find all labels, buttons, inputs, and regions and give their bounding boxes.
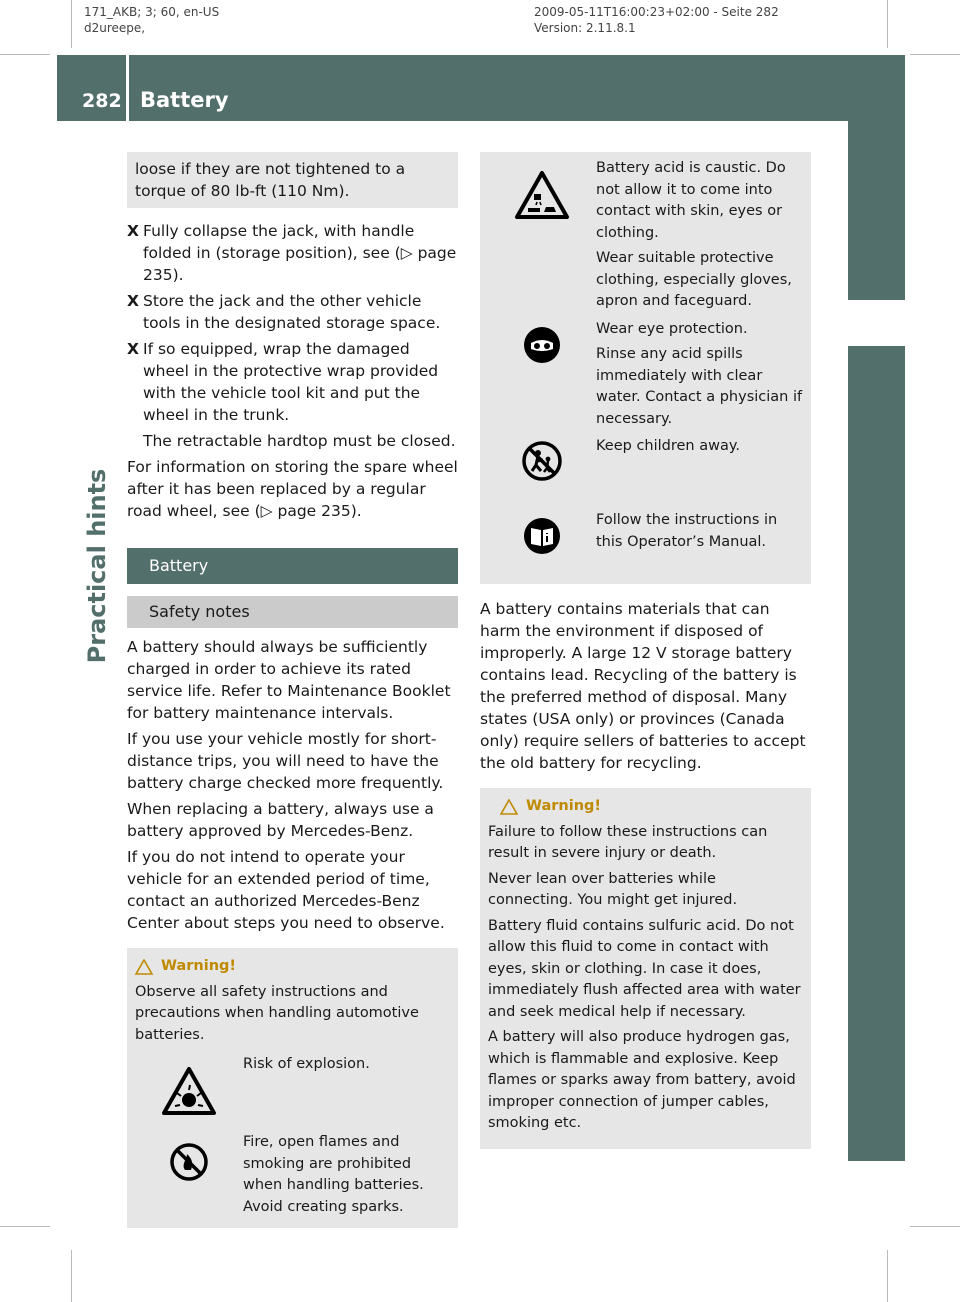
warning-paragraph: A battery will also produce hydrogen gas, which is flammable and explosive. Keep flames or sparks away from battery, avoid improper connection of jumper cables, smoking etc. xyxy=(488,1029,796,1131)
crop-mark xyxy=(71,1250,72,1302)
intro-continuation-box xyxy=(127,152,458,208)
crop-mark xyxy=(0,54,50,55)
symbol-text: Follow the instructions in this Operator’s Manual. xyxy=(596,512,778,550)
environment-paragraph: A battery contains materials that can harm the environment if disposed of improperly. A large 12 V storage battery contains lead. Recycling of the battery is the preferred method of disposal. Many states (USA only) or provinces (Canada only) require sellers of batteries to accept the old battery for recycling. xyxy=(480,600,806,772)
warning-title-text: Warning! xyxy=(526,798,602,814)
warning-paragraph: Failure to follow these instructions can result in severe injury or death. xyxy=(488,823,768,861)
eye-protection-icon xyxy=(522,325,562,365)
symbol-text: Fire, open flames and smoking are prohibited when handling batteries. Avoid creating sparks. xyxy=(243,1134,424,1215)
symbol-text: Risk of explosion. xyxy=(243,1056,370,1072)
page-title: Battery xyxy=(140,88,229,112)
list-item-text: Fully collapse the jack, with handle folded in (storage position), see (▷ page 235). xyxy=(143,222,457,284)
body-paragraph: When replacing a battery, always use a battery approved by Mercedes-Benz. xyxy=(127,800,434,840)
meta-right-line2: Version: 2.11.8.1 xyxy=(534,21,636,35)
crop-mark xyxy=(71,0,72,48)
right-column xyxy=(480,152,811,1149)
symbol-icon-cell xyxy=(135,1052,243,1116)
print-meta-left xyxy=(84,4,219,36)
symbol-icon-cell xyxy=(488,319,596,365)
symbol-icon-cell xyxy=(488,510,596,556)
symbol-text: Rinse any acid spills immediately with clear water. Contact a physician if necessary. xyxy=(596,346,803,427)
header-divider xyxy=(126,55,129,121)
symbol-icon-cell xyxy=(488,436,596,482)
section-title-text: Practical hints xyxy=(83,468,111,664)
warning-paragraph: Never lean over batteries while connecting. You might get injured. xyxy=(488,870,738,908)
symbol-text: Wear suitable protective clothing, especially gloves, apron and faceguard. xyxy=(596,250,792,309)
symbol-row-manual xyxy=(488,510,803,556)
warning-box-left xyxy=(127,948,458,1228)
symbol-icon-cell xyxy=(135,1132,243,1182)
symbol-text: Keep children away. xyxy=(596,438,740,454)
intro-text: loose if they are not tightened to a torque of 80 lb-ft (110 Nm). xyxy=(135,160,406,200)
warning-title xyxy=(135,956,450,978)
warning-title-text: Warning! xyxy=(161,958,237,974)
warning-triangle-icon xyxy=(135,959,153,975)
meta-left-line2: d2ureepe, xyxy=(84,21,146,35)
bullet-note: The retractable hardtop must be closed. xyxy=(143,432,456,450)
body-paragraph: A battery should always be sufficiently charged in order to achieve its rated service life. Refer to Maintenance Booklet for battery maintenance intervals. xyxy=(127,638,451,722)
symbol-row-acid xyxy=(488,158,803,317)
meta-left-line1: 171_AKB; 3; 60, en-US xyxy=(84,5,220,19)
body-paragraph: If you use your vehicle mostly for short-distance trips, you will need to have the battery charge checked more frequently. xyxy=(127,730,444,792)
keep-children-away-icon xyxy=(521,440,563,482)
symbol-text: Battery acid is caustic. Do not allow it to come into contact with skin, eyes or clothing. xyxy=(596,160,786,241)
symbol-row-fire xyxy=(135,1132,450,1218)
warning-triangle-icon xyxy=(500,799,518,815)
side-tab-marker xyxy=(848,300,905,346)
corrosive-hazard-icon xyxy=(514,170,570,220)
section-title-vertical xyxy=(85,416,109,716)
crop-mark xyxy=(910,1226,960,1227)
bullet-marker: X xyxy=(127,340,139,358)
warning-title xyxy=(488,796,803,818)
read-manual-icon xyxy=(522,516,562,556)
symbol-row-children xyxy=(488,436,803,510)
safety-notes-heading: Safety notes xyxy=(127,596,458,628)
bullet-marker: X xyxy=(127,292,139,310)
battery-heading: Battery xyxy=(127,548,458,584)
crop-mark xyxy=(887,0,888,48)
list-item xyxy=(127,220,458,286)
symbol-row-eye xyxy=(488,319,803,435)
warning-paragraph: Battery fluid contains sulfuric acid. Do not allow this fluid to come in contact with eyes, skin or clothing. In case it does, immediately flush affected area with water and seek medical help if necessary. xyxy=(488,917,801,1020)
list-item xyxy=(127,338,458,426)
crop-mark xyxy=(887,1250,888,1302)
list-item xyxy=(127,290,458,334)
crop-mark xyxy=(910,54,960,55)
explosion-hazard-icon xyxy=(161,1066,217,1116)
symbol-text-group xyxy=(596,319,803,435)
side-tab-bar xyxy=(848,121,905,1161)
symbol-row-explosion xyxy=(135,1052,450,1132)
symbol-text: Wear eye protection. xyxy=(596,320,748,337)
symbol-icon-cell xyxy=(488,158,596,220)
list-item-text: If so equipped, wrap the damaged wheel in the protective wrap provided with the vehicle tool kit and put the wheel in the trunk. xyxy=(143,340,439,424)
print-meta-right xyxy=(534,4,779,36)
meta-right-line1: 2009-05-11T16:00:23+02:00 - Seite 282 xyxy=(534,5,779,19)
no-fire-icon xyxy=(169,1142,209,1182)
crop-mark xyxy=(0,1226,50,1227)
bullet-marker: X xyxy=(127,222,139,240)
page-number: 282 xyxy=(82,90,122,112)
warning-intro: Observe all safety instructions and precautions when handling automotive batteries. xyxy=(135,983,419,1043)
body-paragraph: If you do not intend to operate your vehicle for an extended period of time, contact an authorized Mercedes-Benz Center about steps you need to observe. xyxy=(127,848,445,932)
list-item-text: Store the jack and the other vehicle tools in the designated storage space. xyxy=(143,292,441,332)
warning-box-right xyxy=(480,788,811,1149)
left-column xyxy=(127,152,458,1228)
symbol-text-group xyxy=(596,158,803,317)
spare-wheel-paragraph: For information on storing the spare wheel after it has been replaced by a regular road wheel, see (▷ page 235). xyxy=(127,458,458,520)
hazard-symbols-box xyxy=(480,152,811,584)
